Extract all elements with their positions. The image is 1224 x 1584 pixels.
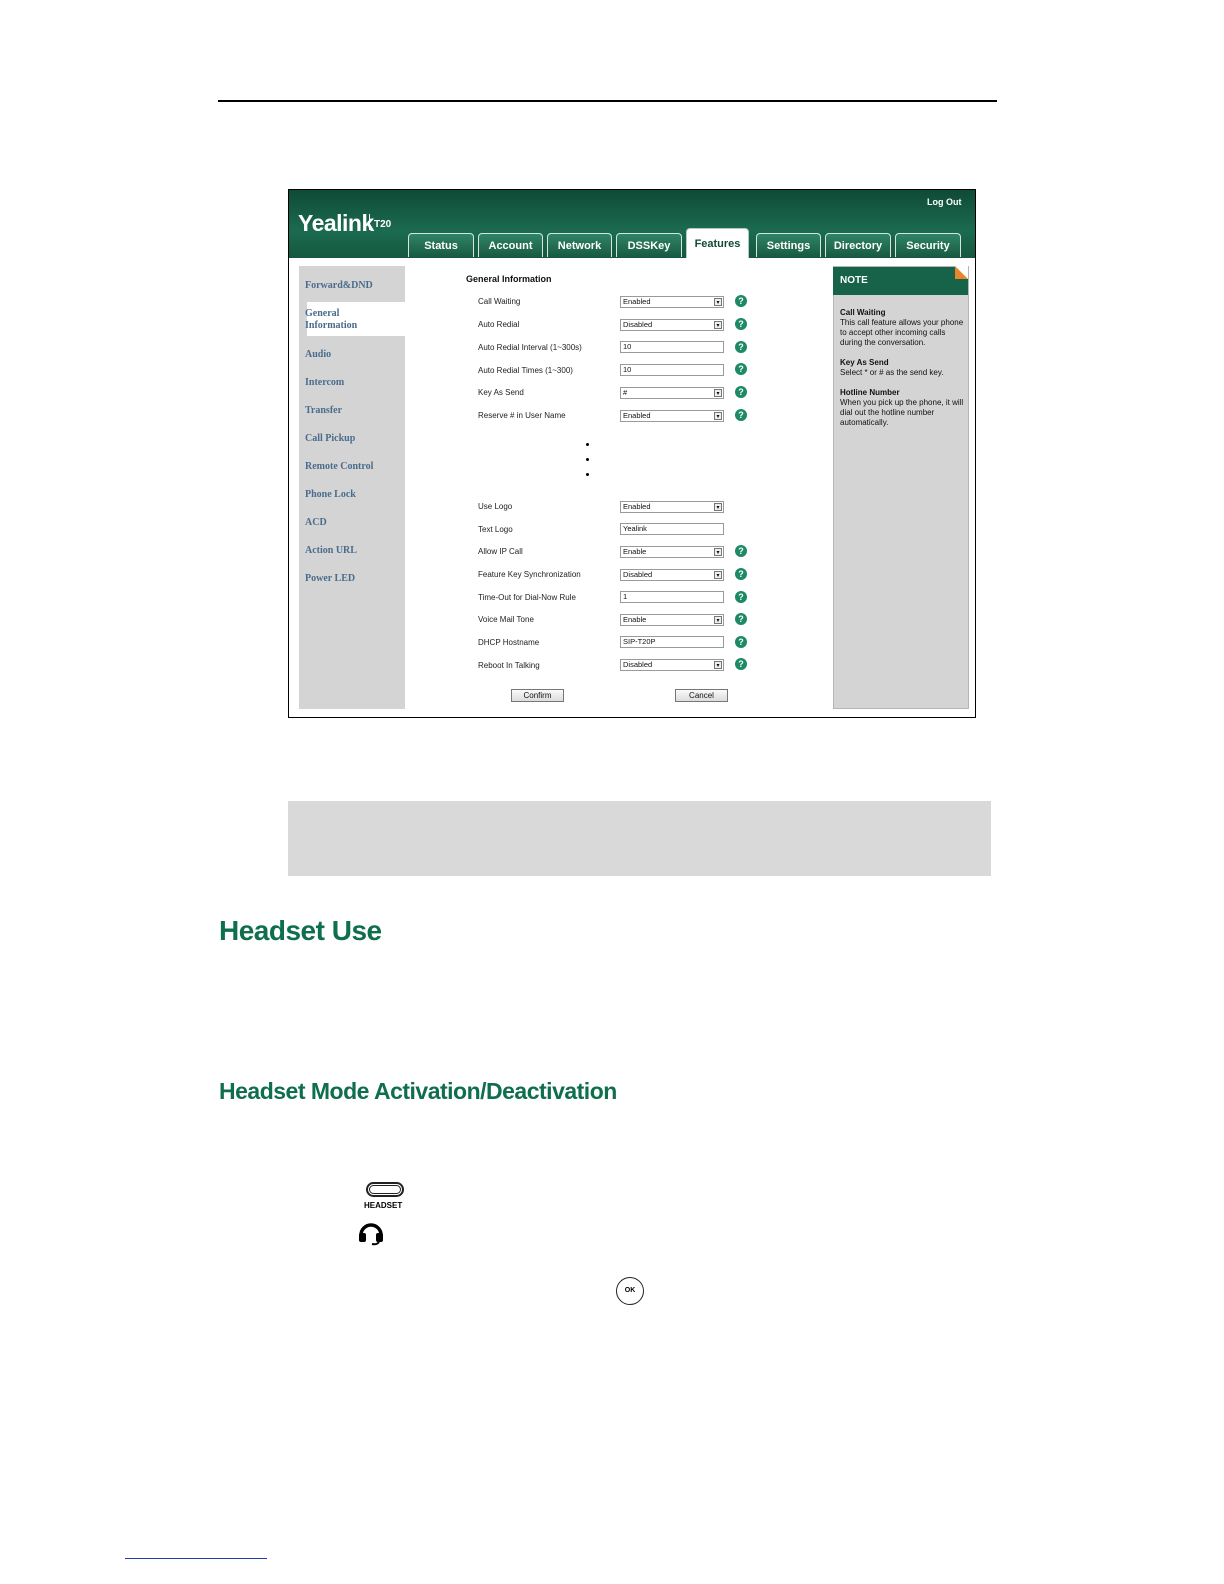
help-icon[interactable]: ? [735,545,747,557]
tab-account[interactable]: Account [478,233,543,257]
section-heading: Headset Use [219,915,382,946]
select-value: Enabled [623,502,651,511]
tab-status[interactable]: Status [408,233,474,257]
field-label: Reserve # in User Name [478,411,566,420]
cancel-button[interactable]: Cancel [675,689,728,702]
sidebar-item-forward-dnd[interactable]: Forward&DND [305,280,373,291]
sidebar-item-power-led[interactable]: Power LED [305,573,356,584]
field-label: DHCP Hostname [478,638,540,647]
chevron-down-icon: ▾ [714,661,722,669]
select-value: Enable [623,547,647,556]
note-item-text: Select * or # as the send key. [840,368,944,377]
select-value: Disabled [623,660,653,669]
auto-redial-times-input[interactable]: 10 [620,364,724,376]
sidebar-item-call-pickup[interactable]: Call Pickup [305,433,356,444]
select-value: Disabled [623,320,653,329]
field-label: Auto Redial [478,320,520,329]
select-value: Disabled [623,570,653,579]
field-label: Time-Out for Dial-Now Rule [478,593,576,602]
logout-link[interactable]: Log Out [927,197,962,207]
section-title: General Information [466,274,552,284]
note-item-title: Hotline Number [840,388,900,397]
sidebar-item-phone-lock[interactable]: Phone Lock [305,489,356,500]
chevron-down-icon: ▾ [714,571,722,579]
subsection-heading: Headset Mode Activation/Deactivation [219,1078,617,1104]
tab-features[interactable]: Features [686,228,749,258]
allow-ip-call-select[interactable] [620,546,724,558]
voice-mail-tone-select[interactable] [620,614,724,626]
help-icon[interactable]: ? [735,591,747,603]
brand-logo: Yealink [298,210,374,236]
headset-key-label: HEADSET [364,1201,403,1210]
text-logo-input[interactable]: Yealink [620,523,724,535]
chevron-down-icon: ▾ [714,503,722,511]
use-logo-select[interactable] [620,501,724,513]
key-as-send-select[interactable] [620,387,724,399]
select-value: Enable [623,615,647,624]
help-icon[interactable]: ? [735,295,747,307]
feature-key-sync-select[interactable] [620,569,724,581]
reboot-in-talking-select[interactable] [620,659,724,671]
note-body [840,308,966,438]
help-icon[interactable]: ? [735,658,747,670]
field-label: Key As Send [478,388,524,397]
chevron-down-icon: ▾ [714,412,722,420]
ellipsis-dot [586,458,589,461]
select-value: Enabled [623,411,651,420]
help-icon[interactable]: ? [735,568,747,580]
tab-security[interactable]: Security [895,233,961,257]
note-item-text: This call feature allows your phone to accept other incoming calls during the conversation. [840,318,964,347]
chevron-down-icon: ▾ [714,298,722,306]
chevron-down-icon: ▾ [714,389,722,397]
reserve-hash-select[interactable] [620,410,724,422]
tab-network[interactable]: Network [547,233,612,257]
sidebar-item-action-url[interactable]: Action URL [305,545,357,556]
dial-now-timeout-input[interactable]: 1 [620,591,724,603]
field-label: Voice Mail Tone [478,615,534,624]
auto-redial-select[interactable] [620,319,724,331]
field-label: Call Waiting [478,297,521,306]
help-icon[interactable]: ? [735,341,747,353]
field-label: Allow IP Call [478,547,523,556]
help-icon[interactable]: ? [735,636,747,648]
note-item-title: Key As Send [840,358,889,367]
page-header-rule [218,100,997,102]
field-label: Feature Key Synchronization [478,570,581,579]
note-item-title: Call Waiting [840,308,886,317]
ellipsis-dot [586,443,589,446]
select-value: # [623,388,628,397]
select-value: Enabled [623,297,651,306]
model-label: T20 [369,214,391,230]
footer-rule [125,1558,267,1559]
note-item-text: When you pick up the phone, it will dial out the hotline number automatically. [840,398,964,427]
tab-settings[interactable]: Settings [756,233,821,257]
chevron-down-icon: ▾ [714,321,722,329]
field-label: Auto Redial Interval (1~300s) [478,343,582,352]
help-icon[interactable]: ? [735,409,747,421]
sidebar-item-acd[interactable]: ACD [305,517,327,528]
note-title: NOTE [833,267,968,295]
sidebar-item-remote-control[interactable]: Remote Control [305,461,374,472]
dhcp-hostname-input[interactable]: SIP-T20P [620,636,724,648]
tab-directory[interactable]: Directory [825,233,891,257]
page-fold-icon [955,266,968,279]
field-label: Text Logo [478,525,513,534]
settings-form [411,266,827,709]
auto-redial-interval-input[interactable]: 10 [620,341,724,353]
field-label: Use Logo [478,502,513,511]
sidebar-item-transfer[interactable]: Transfer [305,405,343,416]
sidebar-item-intercom[interactable]: Intercom [305,377,345,388]
web-ui-screenshot [288,189,976,718]
chevron-down-icon: ▾ [714,616,722,624]
field-label: Reboot In Talking [478,661,540,670]
headset-icon [357,1220,385,1246]
ellipsis-dot [586,473,589,476]
help-icon[interactable]: ? [735,363,747,375]
ok-key-icon: OK [616,1277,644,1305]
chevron-down-icon: ▾ [714,548,722,556]
sidebar-item-audio[interactable]: Audio [305,349,332,360]
call-waiting-select[interactable] [620,296,724,308]
help-icon[interactable]: ? [735,613,747,625]
help-icon[interactable]: ? [735,386,747,398]
tab-dsskey[interactable]: DSSKey [616,233,682,257]
field-label: Auto Redial Times (1~300) [478,366,573,375]
confirm-button[interactable]: Confirm [511,689,564,702]
help-icon[interactable]: ? [735,318,747,330]
sidebar-item-general-information[interactable]: General Information [305,308,358,331]
headset-key-inner [369,1185,401,1194]
note-box [288,801,991,876]
